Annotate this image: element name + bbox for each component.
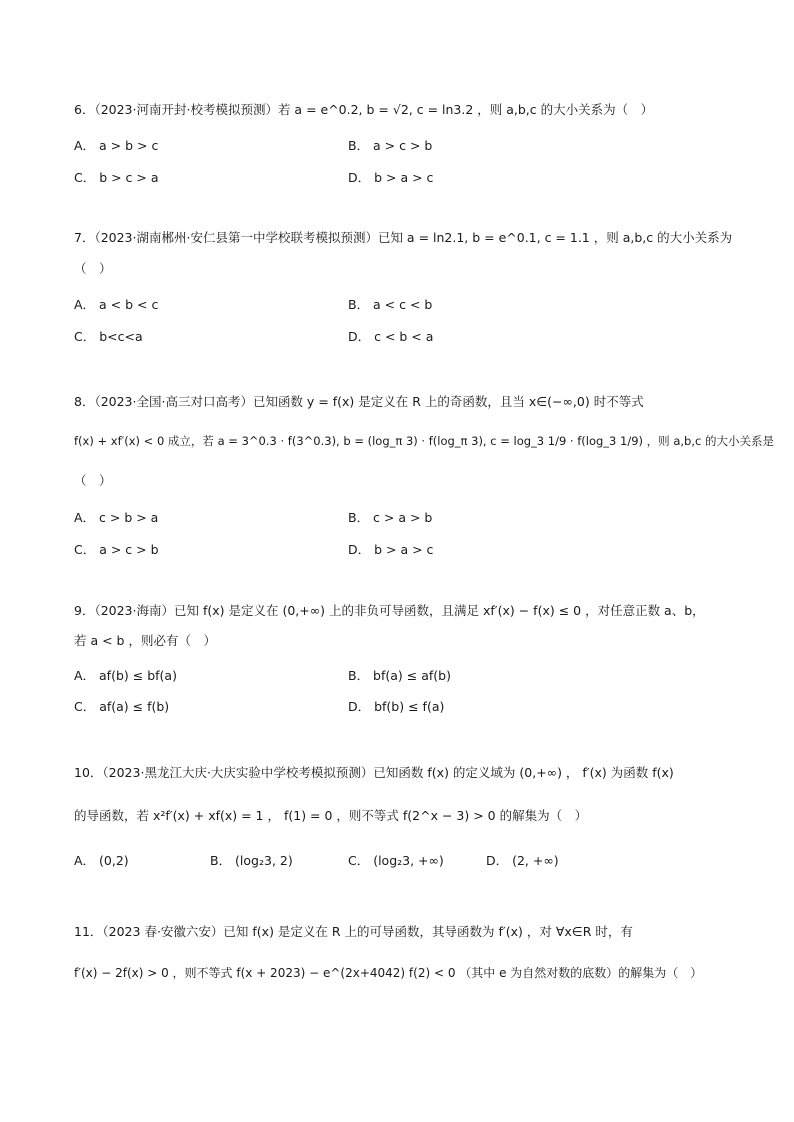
question-9-option-a[interactable]: A． af(b) ≤ bf(a): [74, 668, 177, 683]
question-7-option-c[interactable]: C． b<c<a: [74, 329, 143, 344]
question-6-option-c[interactable]: C． b > c > a: [74, 170, 159, 185]
question-10-stem-cont: 的导函数，若 x²f′(x) + xf(x) = 1 ， f(1) = 0 ，则不等式 f(2^x − 3) > 0 的解集为（ ）: [74, 808, 588, 823]
question-8-option-c[interactable]: C． a > c > b: [74, 542, 159, 557]
question-6-stem: 6．（2023·河南开封·校考模拟预测）若 a = e^0.2, b = √2, c = ln3.2 ，则 a,b,c 的大小关系为（ ）: [74, 102, 654, 117]
question-10-option-d[interactable]: D． (2, +∞): [486, 853, 559, 868]
question-10-option-b[interactable]: B． (log₂3, 2): [210, 853, 293, 868]
question-9-option-b[interactable]: B． bf(a) ≤ af(b): [348, 668, 451, 683]
question-9-option-d[interactable]: D． bf(b) ≤ f(a): [348, 699, 445, 714]
question-10-option-c[interactable]: C． (log₂3, +∞): [348, 853, 444, 868]
question-6-option-d[interactable]: D． b > a > c: [348, 170, 434, 185]
question-11-stem-cont: f′(x) − 2f(x) > 0 ，则不等式 f(x + 2023) − e^(2x+4042) f(2) < 0 （其中 e 为自然对数的底数）的解集为（ ）: [74, 966, 703, 980]
question-8-option-b[interactable]: B． c > a > b: [348, 510, 433, 525]
question-7-option-d[interactable]: D． c < b < a: [348, 329, 434, 344]
question-10-stem: 10．（2023·黑龙江大庆·大庆实验中学校考模拟预测）已知函数 f(x) 的定义域为 (0,+∞) ， f′(x) 为函数 f(x): [74, 765, 674, 780]
question-7-option-b[interactable]: B． a < c < b: [348, 297, 433, 312]
question-6-option-a[interactable]: A． a > b > c: [74, 138, 159, 153]
question-8-stem-cont: （ ）: [74, 473, 112, 488]
question-8-stem: 8．（2023·全国·高三对口高考）已知函数 y = f(x) 是定义在 R 上的奇函数，且当 x∈(−∞,0) 时不等式: [74, 394, 644, 409]
question-8-stem-line2: f(x) + xf′(x) < 0 成立，若 a = 3^0.3 · f(3^0.3), b = (log_π 3) · f(log_π 3), c = log_3 1/9 · f(log_3 1/9) ，则 a,b,c 的大小关系是: [74, 434, 774, 448]
question-7-stem: 7．（2023·湖南郴州·安仁县第一中学校联考模拟预测）已知 a = ln2.1, b = e^0.1, c = 1.1 ，则 a,b,c 的大小关系为: [74, 230, 733, 245]
question-9-option-c[interactable]: C． af(a) ≤ f(b): [74, 699, 170, 714]
question-9-stem-cont: 若 a < b ，则必有（ ）: [74, 633, 216, 648]
question-6-option-b[interactable]: B． a > c > b: [348, 138, 433, 153]
question-8-option-d[interactable]: D． b > a > c: [348, 542, 434, 557]
question-7-option-a[interactable]: A． a < b < c: [74, 297, 159, 312]
question-11-stem: 11．（2023 春·安徽六安）已知 f(x) 是定义在 R 上的可导函数，其导函数为 f′(x) ，对 ∀x∈R 时，有: [74, 924, 633, 939]
question-8-option-a[interactable]: A． c > b > a: [74, 510, 159, 525]
question-10-option-a[interactable]: A． (0,2): [74, 853, 129, 868]
question-9-stem: 9．（2023·海南）已知 f(x) 是定义在 (0,+∞) 上的非负可导函数，且满足 xf′(x) − f(x) ≤ 0 ，对任意正数 a、b，: [74, 603, 705, 618]
question-7-stem-cont: （ ）: [74, 261, 112, 276]
